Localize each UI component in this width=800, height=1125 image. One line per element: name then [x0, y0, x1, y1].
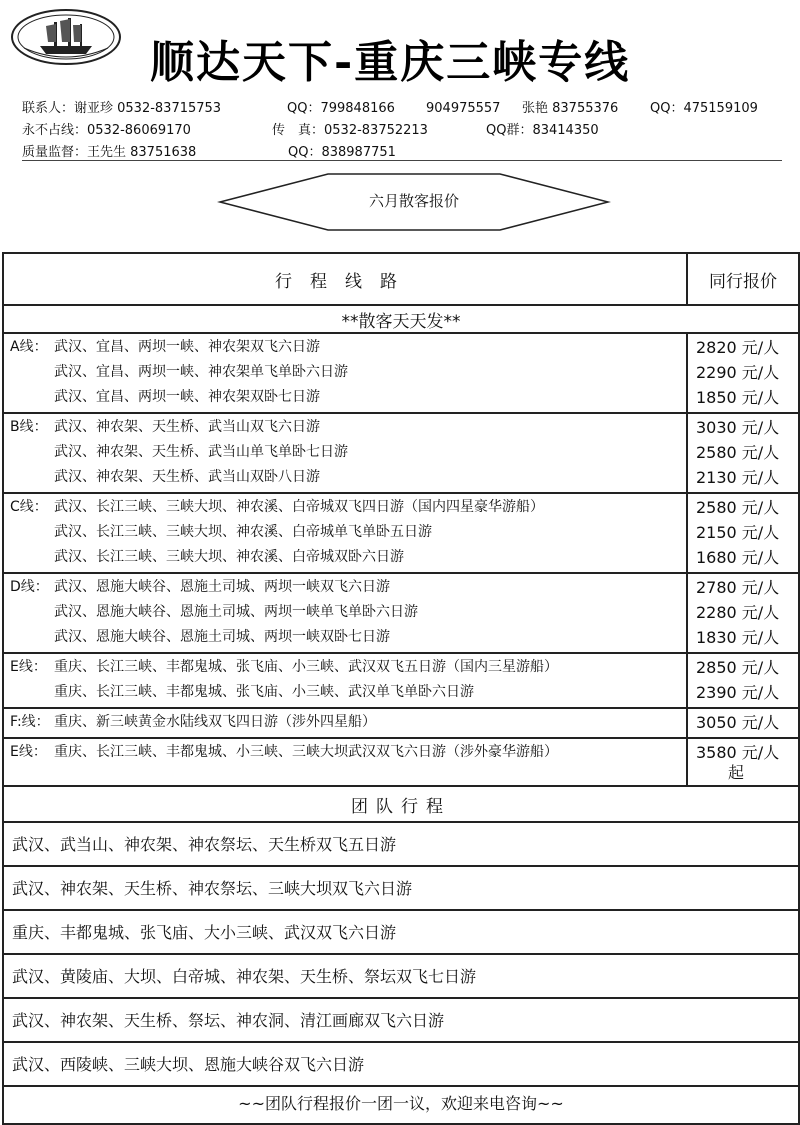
page-title: 顺达天下-重庆三峡专线 — [150, 37, 631, 88]
route-line — [10, 655, 686, 680]
price-value: 2820 元/人 — [696, 338, 780, 357]
team-route-row: 武汉、西陵峡、三峡大坝、恩施大峡谷双飞六日游 — [4, 1043, 798, 1087]
route-prices — [688, 709, 798, 737]
route-lines — [4, 654, 688, 707]
route-text: 重庆、长江三峡、丰都鬼城、张飞庙、小三峡、武汉双飞五日游（国内三星游船） — [54, 659, 558, 675]
contact-person-1: 联系人：谢亚珍 0532-83715753 — [22, 101, 222, 116]
price-value: 2390 元/人 — [696, 683, 780, 702]
route-group — [4, 709, 798, 739]
price-value: 2780 元/人 — [696, 578, 780, 597]
contact-qq-1: QQ：799848166 — [287, 101, 395, 116]
route-line — [10, 625, 686, 650]
route-prices — [688, 574, 798, 652]
col-price-header: 同行报价 — [709, 271, 777, 292]
quality-supervisor: 质量监督：王先生 83751638 — [22, 145, 197, 160]
team-route-row: 武汉、武当山、神农架、神农祭坛、天生桥双飞五日游 — [4, 823, 798, 867]
fax: 传 真：0532-83752213 — [272, 123, 428, 138]
route-line — [10, 575, 686, 600]
route-text: 武汉、宜昌、两坝一峡、神农架单飞单卧六日游 — [54, 364, 348, 380]
route-text: 武汉、长江三峡、三峡大坝、神农溪、白帝城双卧六日游 — [54, 549, 404, 565]
route-line — [10, 335, 686, 360]
route-text: 武汉、长江三峡、三峡大坝、神农溪、白帝城单飞单卧五日游 — [54, 524, 432, 540]
price-value: 2290 元/人 — [696, 363, 780, 382]
team-routes — [4, 823, 798, 1087]
route-code: E线： — [10, 744, 47, 760]
route-code: D线： — [10, 579, 49, 595]
route-lines — [4, 334, 688, 412]
route-prices — [688, 334, 798, 412]
route-line — [10, 710, 686, 735]
sailing-ship-logo-icon — [10, 8, 122, 66]
route-text: 武汉、恩施大峡谷、恩施土司城、两坝一峡双飞六日游 — [54, 579, 390, 595]
route-text: 武汉、神农架、天生桥、武当山双卧八日游 — [54, 469, 320, 485]
route-code: C线： — [10, 499, 48, 515]
route-line — [10, 385, 686, 410]
contact-qq-2: 904975557 — [426, 101, 501, 116]
route-lines — [4, 574, 688, 652]
route-group — [4, 654, 798, 709]
route-line — [10, 520, 686, 545]
page-header — [0, 0, 800, 92]
team-route-row: 重庆、丰都鬼城、张飞庙、大小三峡、武汉双飞六日游 — [4, 911, 798, 955]
route-line — [10, 545, 686, 570]
route-code: A线： — [10, 339, 48, 355]
price-value: 2580 元/人 — [696, 443, 780, 462]
price-value: 2150 元/人 — [696, 523, 780, 542]
route-line — [10, 600, 686, 625]
contact-info — [22, 98, 792, 164]
route-group — [4, 574, 798, 654]
price-value: 3030 元/人 — [696, 418, 780, 437]
route-prices — [688, 739, 798, 785]
team-route-row: 武汉、神农架、天生桥、神农祭坛、三峡大坝双飞六日游 — [4, 867, 798, 911]
supervisor-qq: QQ：838987751 — [288, 145, 396, 160]
route-text: 重庆、长江三峡、丰都鬼城、小三峡、三峡大坝武汉双飞六日游（涉外豪华游船） — [54, 744, 558, 760]
route-group — [4, 739, 798, 787]
col-route-header: 行程线路 — [4, 254, 688, 304]
route-group — [4, 494, 798, 574]
header-divider — [22, 160, 782, 161]
route-lines — [4, 414, 688, 492]
route-text: 武汉、宜昌、两坝一峡、神农架双飞六日游 — [54, 339, 320, 355]
price-value: 2580 元/人 — [696, 498, 780, 517]
price-value: 3580 元/人 — [696, 743, 780, 762]
route-line — [10, 360, 686, 385]
contact-qq-3: QQ：475159109 — [650, 101, 758, 116]
contact-person-2: 张艳 83755376 — [522, 101, 619, 116]
route-line — [10, 680, 686, 705]
price-value: 2850 元/人 — [696, 658, 780, 677]
price-value: 1680 元/人 — [696, 548, 780, 567]
route-lines — [4, 709, 688, 737]
team-tour-banner: 团队行程 — [4, 787, 798, 823]
team-route-row: 武汉、神农架、天生桥、祭坛、神农洞、清江画廊双飞六日游 — [4, 999, 798, 1043]
route-prices — [688, 494, 798, 572]
hotline: 永不占线：0532-86069170 — [22, 123, 191, 138]
footer-note: ~~团队行程报价一团一议，欢迎来电咨询~~ — [238, 1094, 564, 1113]
route-line — [10, 740, 686, 765]
route-code: F:线： — [10, 714, 50, 730]
team-route-row: 武汉、黄陵庙、大坝、白帝城、神农架、天生桥、祭坛双飞七日游 — [4, 955, 798, 999]
qq-group: QQ群：83414350 — [486, 123, 599, 138]
contact-row-1 — [22, 98, 792, 120]
price-value: 2130 元/人 — [696, 468, 780, 487]
route-text: 武汉、神农架、天生桥、武当山双飞六日游 — [54, 419, 320, 435]
price-value: 2280 元/人 — [696, 603, 780, 622]
table-header — [4, 254, 798, 306]
route-line — [10, 465, 686, 490]
daily-departure-banner: **散客天天发** — [4, 306, 798, 334]
route-code: B线： — [10, 419, 48, 435]
price-value: 1830 元/人 — [696, 628, 780, 647]
price-value: 1850 元/人 — [696, 388, 780, 407]
route-code: E线： — [10, 659, 47, 675]
route-text: 武汉、恩施大峡谷、恩施土司城、两坝一峡双卧七日游 — [54, 629, 390, 645]
price-suffix: 起 — [728, 763, 745, 782]
route-prices — [688, 654, 798, 707]
route-lines — [4, 739, 688, 785]
route-line — [10, 495, 686, 520]
route-prices — [688, 414, 798, 492]
contact-row-2 — [22, 120, 792, 142]
banner-title: 六月散客报价 — [368, 192, 459, 210]
route-group — [4, 334, 798, 414]
route-lines — [4, 494, 688, 572]
price-value: 3050 元/人 — [696, 713, 780, 732]
route-text: 重庆、长江三峡、丰都鬼城、张飞庙、小三峡、武汉单飞单卧六日游 — [54, 684, 474, 700]
route-line — [10, 440, 686, 465]
route-text: 武汉、长江三峡、三峡大坝、神农溪、白帝城双飞四日游（国内四星豪华游船） — [54, 499, 544, 515]
route-group — [4, 414, 798, 494]
route-text: 武汉、恩施大峡谷、恩施土司城、两坝一峡单飞单卧六日游 — [54, 604, 418, 620]
route-text: 武汉、宜昌、两坝一峡、神农架双卧七日游 — [54, 389, 320, 405]
route-groups — [4, 334, 798, 787]
price-table — [2, 252, 800, 1125]
route-text: 重庆、新三峡黄金水陆线双飞四日游（涉外四星船） — [54, 714, 376, 730]
route-text: 武汉、神农架、天生桥、武当山单飞单卧七日游 — [54, 444, 348, 460]
route-line — [10, 415, 686, 440]
